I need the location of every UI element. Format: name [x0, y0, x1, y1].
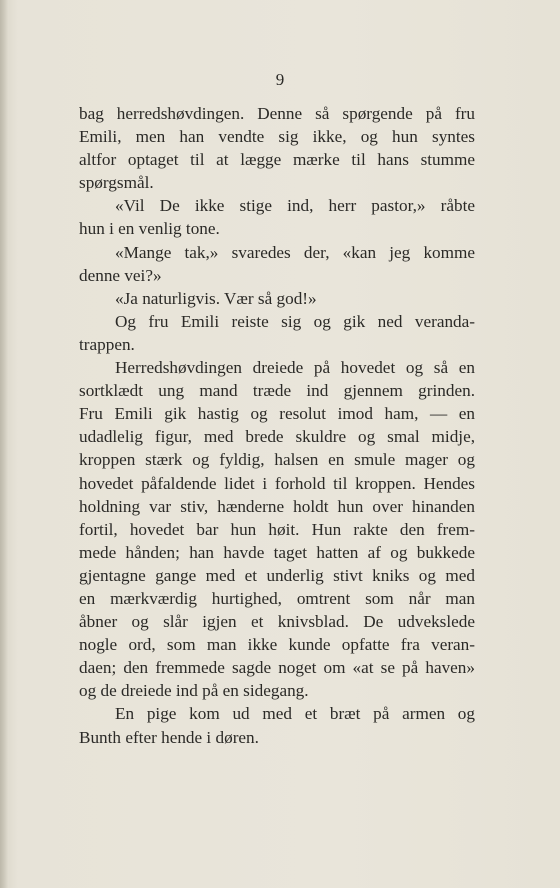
- text-line: mede hånden; han havde taget hatten af og bukkede: [79, 542, 475, 562]
- text-line: og de dreiede ind på en sidegang.: [79, 681, 309, 701]
- text-line: fortil, hovedet bar hun høit. Hun rakte den frem-: [79, 519, 475, 539]
- text-line: gjentagne gange med et underlig stivt kniks og med: [79, 565, 475, 585]
- text-line: spørgsmål.: [79, 173, 154, 193]
- text-line: daen; den fremmede sagde noget om «at se på haven»: [79, 658, 475, 678]
- text-line: åbner og slår igjen et knivsblad. De udvekslede: [79, 612, 475, 632]
- text-line: hun i en venlig tone.: [79, 219, 220, 239]
- text-line: En pige kom ud med et bræt på armen og: [115, 704, 475, 724]
- text-line: nogle ord, som man ikke kunde opfatte fra veran-: [79, 635, 475, 655]
- page-number: 9: [275, 70, 285, 89]
- text-line: udadlelig figur, med brede skuldre og smal midje,: [79, 427, 475, 447]
- text-line: en mærkværdig hurtighed, omtrent som når man: [79, 588, 475, 608]
- body-text: [79, 102, 475, 749]
- text-line: holdning var stiv, hænderne holdt hun over hinanden: [79, 496, 475, 516]
- text-line: «Vil De ikke stige ind, herr pastor,» råbte: [115, 196, 475, 216]
- text-line: Herredshøvdingen dreiede på hovedet og så en: [115, 358, 475, 378]
- text-line: «Ja naturligvis. Vær så god!»: [115, 288, 317, 308]
- text-line: sortklædt ung mand træde ind gjennem grinden.: [79, 381, 475, 401]
- text-line: Og fru Emili reiste sig og gik ned veranda-: [115, 311, 475, 331]
- text-line: hovedet påfaldende lidet i forhold til kroppen. Hendes: [79, 473, 475, 493]
- text-line: trappen.: [79, 334, 135, 354]
- text-line: kroppen stærk og fyldig, halsen en smule mager og: [79, 450, 475, 470]
- text-line: Fru Emili gik hastig og resolut imod ham, — en: [79, 404, 475, 424]
- text-line: bag herredshøvdingen. Denne så spørgende på fru: [79, 104, 475, 123]
- text-line: altfor optaget til at lægge mærke til hans stumme: [79, 150, 475, 170]
- text-line: denne vei?»: [79, 265, 162, 285]
- text-line: «Mange tak,» svaredes der, «kan jeg komme: [115, 242, 475, 262]
- page-gutter-shadow: [0, 0, 8, 888]
- text-line: Bunth efter hende i døren.: [79, 727, 259, 747]
- text-line: Emili, men han vendte sig ikke, og hun syntes: [79, 127, 475, 147]
